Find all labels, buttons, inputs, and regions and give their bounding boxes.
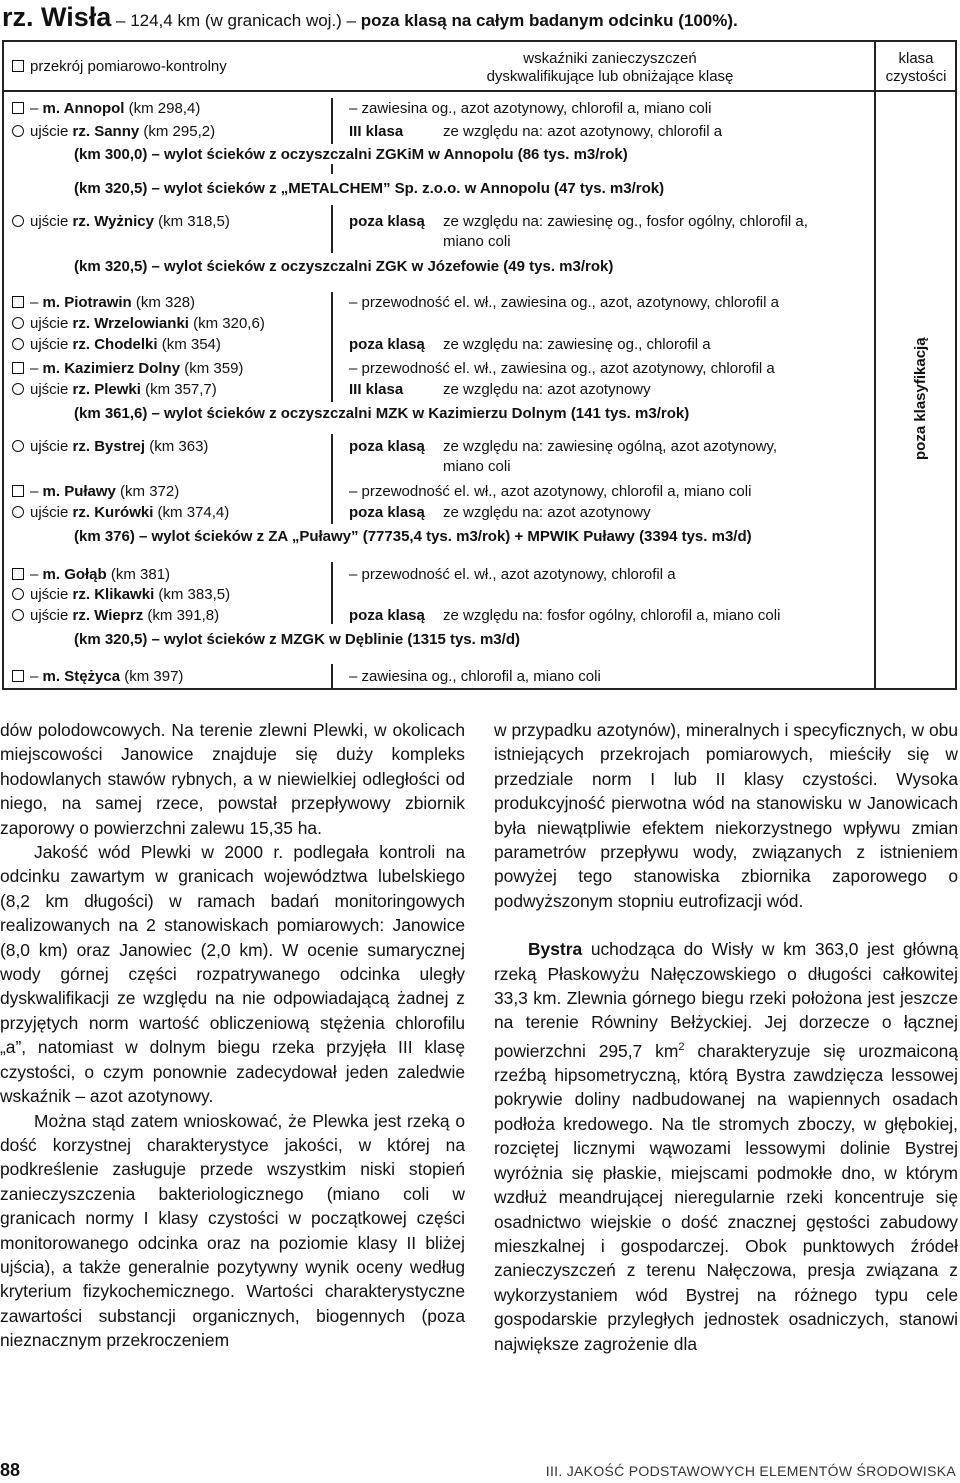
row-class: III klasa: [349, 123, 404, 140]
row-class: III klasa: [349, 381, 404, 398]
table-row: [12, 504, 229, 521]
header-divider: [2, 90, 957, 92]
table-row: [74, 258, 613, 275]
row-pre: ujście: [30, 213, 73, 230]
river-name: rz. Wisła: [2, 2, 112, 32]
row-separator: [331, 164, 333, 174]
row-class: poza klasą: [349, 607, 425, 624]
row-indicators: – zawiesina og., azot azotynowy, chlorofil a, miano coli: [349, 100, 712, 117]
row-post: (km 363): [145, 438, 209, 455]
table-row: [12, 668, 183, 685]
row-bold: rz. Wrzelowianki: [72, 315, 189, 332]
row-pre: ujście: [30, 381, 73, 398]
row-indicators: miano coli: [443, 233, 511, 250]
row-post: (km 381): [106, 566, 171, 583]
row-pre: ujście: [30, 586, 73, 603]
row-post: (km 391,8): [143, 607, 220, 624]
row-pre: –: [30, 668, 43, 685]
paragraph: Jakość wód Plewki w 2000 r. podlegała kontroli na odcinku zawartym w granicach województwa lubelskiego (8,2 km długości) w ramach badań monitoringowych realizowanych na 2 stanowiskach pomiarowych: Janowice (8,0 km) oraz Janowiec (2,0 km). W ocenie sumarycznej wody górnej części rozpatrywanego odcinka uległy dyskwalifikacji ze względu na nie odpowiadającą żadnej z przyjętych norm wartość obliczeniową stężenia chlorofilu „a”, natomiast w dolnym biegu rzeka przyjęła III klasę czystości, o czym ponownie zadecydował jeden zaledwie wskaźnik – azot azotynowy.: [0, 842, 465, 1107]
title-rest: – 124,4 km (w granicach woj.) –: [111, 11, 361, 30]
row-separator: [331, 98, 333, 144]
table-row: [12, 213, 230, 230]
header-profile: przekrój pomiarowo-kontrolny: [12, 58, 227, 75]
row-bold: (km 361,6) – wylot ścieków z oczyszczalni MZK w Kazimierzu Dolnym (141 tys. m3/rok): [74, 405, 690, 422]
row-bold: m. Stężyca: [42, 668, 121, 685]
row-pre: ujście: [30, 336, 73, 353]
row-class: poza klasą: [349, 336, 425, 353]
title-class-info: poza klasą na całym badanym odcinku (100%).: [360, 11, 738, 30]
table-row: [12, 336, 221, 353]
table-row: [74, 180, 664, 197]
row-separator: [331, 205, 333, 253]
text-column-right: [494, 718, 958, 1356]
row-bold: m. Piotrawin: [42, 294, 132, 311]
row-separator: [331, 292, 333, 402]
row-class: poza klasą: [349, 213, 425, 230]
header-class: klasa czystości: [885, 50, 947, 85]
header-indicators: wskaźniki zanieczyszczeń dyskwalifikujące lub obniżające klasę: [486, 50, 734, 85]
row-bold: rz. Klikawki: [72, 586, 155, 603]
row-bold: rz. Kurówki: [72, 504, 154, 521]
circle-bullet-icon: [12, 338, 24, 350]
square-bullet-icon: [12, 296, 24, 308]
table-row: [12, 586, 230, 603]
row-bold: rz. Bystrej: [72, 438, 146, 455]
table-row: [12, 123, 215, 140]
square-bullet-icon: [12, 485, 24, 497]
row-indicators: ze względu na: fosfor ogólny, chlorofil a, miano coli: [443, 607, 781, 624]
row-bold: rz. Wyżnicy: [72, 213, 154, 230]
row-bold: (km 300,0) – wylot ścieków z oczyszczalni ZGKiM w Annopolu (86 tys. m3/rok): [74, 146, 628, 163]
section-footer: III. JAKOŚĆ PODSTAWOWYCH ELEMENTÓW ŚRODOWISKA: [545, 1463, 956, 1479]
row-pre: ujście: [30, 315, 73, 332]
row-indicators: miano coli: [443, 458, 511, 475]
row-separator: [331, 664, 333, 690]
row-indicators: ze względu na: azot azotynowy: [443, 381, 651, 398]
row-pre: ujście: [30, 607, 73, 624]
class-column-divider: [874, 40, 876, 690]
square-bullet-icon: [12, 568, 24, 580]
row-separator: [331, 434, 333, 524]
paragraph: Można stąd zatem wnioskować, że Plewka jest rzeką o dość korzystnej charakterystyce jakości, w której na podkreślenie zasługuje przede wszystkim niski stopień zanieczyszczenia bakteriologicznego (miano coli w granicach normy I klasy czystości w początkowej części monitorowanego odcinka oraz na poziomie klasy II bliżej ujścia), a także generalnie pozytywny wynik oceny według kryterium fizykochemicznego. Wartości charakterystyczne zawartości substancji organicznych, biogennych (poza nieznacznym przekroczeniem: [0, 1110, 465, 1351]
table-row: [74, 405, 689, 422]
table-row: [12, 100, 200, 117]
circle-bullet-icon: [12, 609, 24, 621]
row-post: (km 357,7): [140, 381, 217, 398]
row-separator: [331, 562, 333, 624]
row-post: (km 298,4): [124, 100, 201, 117]
row-post: (km 383,5): [154, 586, 231, 603]
row-class: poza klasą: [349, 438, 425, 455]
table-row: [74, 528, 752, 545]
circle-bullet-icon: [12, 506, 24, 518]
row-bold: rz. Sanny: [72, 123, 140, 140]
row-class: poza klasą: [349, 504, 425, 521]
row-indicators: – przewodność el. wł., zawiesina og., azot azotynowy, chlorofil a: [349, 360, 775, 377]
table-row: [12, 360, 243, 377]
table-row: [74, 146, 628, 163]
table-row: [12, 483, 179, 500]
row-pre: –: [30, 483, 43, 500]
row-pre: ujście: [30, 438, 73, 455]
row-bold: (km 320,5) – wylot ścieków z MZGK w Dęblinie (1315 tys. m3/d): [74, 631, 520, 648]
circle-bullet-icon: [12, 588, 24, 600]
row-indicators: ze względu na: zawiesinę ogólną, azot azotynowy,: [443, 438, 778, 455]
row-pre: ujście: [30, 504, 73, 521]
row-post: (km 354): [157, 336, 221, 353]
row-bold: m. Puławy: [42, 483, 116, 500]
vertical-class-label: poza klasyfikacją: [912, 337, 929, 460]
row-bold: (km 376) – wylot ścieków z ZA „Puławy” (77735,4 tys. m3/rok) + MPWIK Puławy (3394 tys. m3/d): [74, 528, 752, 545]
square-bullet-icon: [12, 670, 24, 682]
row-post: (km 359): [180, 360, 244, 377]
row-bold: (km 320,5) – wylot ścieków z oczyszczalni ZGK w Józefowie (49 tys. m3/rok): [74, 258, 614, 275]
circle-bullet-icon: [12, 317, 24, 329]
paragraph: dów polodowcowych. Na terenie zlewni Plewki, w okolicach miejscowości Janowice znajduje się duży kompleks hodowlanych stawów rybnych, a w niewielkiej odległości od niego, na samej rzece, powstał przepływowy zbiornik zaporowy o powierzchni zalewu 15,35 ha.: [0, 720, 465, 838]
row-indicators: – przewodność el. wł., zawiesina og., azot, azotynowy, chlorofil a: [349, 294, 779, 311]
table-row: [12, 315, 265, 332]
row-indicators: – przewodność el. wł., azot azotynowy, chlorofil a: [349, 566, 676, 583]
checkbox-square-icon: [12, 60, 24, 72]
circle-bullet-icon: [12, 440, 24, 452]
row-post: (km 374,4): [153, 504, 230, 521]
square-bullet-icon: [12, 362, 24, 374]
table-row: [12, 294, 195, 311]
row-post: (km 372): [115, 483, 180, 500]
row-bold: m. Kazimierz Dolny: [42, 360, 181, 377]
row-bold: rz. Chodelki: [72, 336, 158, 353]
table-row: [12, 566, 170, 583]
row-post: (km 295,2): [139, 123, 216, 140]
row-indicators: ze względu na: zawiesinę og., chlorofil a: [443, 336, 711, 353]
square-bullet-icon: [12, 102, 24, 114]
page-title: [2, 2, 738, 33]
row-pre: ujście: [30, 123, 73, 140]
row-post: (km 320,6): [188, 315, 265, 332]
table-row: [12, 607, 219, 624]
paragraph-bystra: Bystra uchodząca do Wisły w km 363,0 jest główną rzeką Płaskowyżu Nałęczowskiego o długości całkowitej 33,3 km. Zlewnia górnego biegu rzeki położona jest jeszcze na terenie Równiny Bełżyckiej. Jej dorzecze o łącznej powierzchni 295,7 $km^2$ charakteryzuje się urozmaiconą rzeźbą hipsometryczną, którą Bystra zawdzięcza lessowej pokrywie doliny nadbudowanej na wapiennych osadach podłoża kredowego. Na tle stromych zboczy, w głębokiej, rozciętej licznymi wąwozami lessowymi dolinie Bystrej wyróżnia się płaskie, miejscami podmokłe dno, w którym wzdłuż meandrującej nieregularnie rzeki koncentruje się osadnictwo wiejskie o dość znacznej gęstości zabudowy mieszkalnej i gospodarczej. Obok punktowych źródeł zanieczyszczeń z terenu Nałęczowa, presja związana z wykorzystaniem wód Bystrej na różnego typu cele gospodarskie przyległych jednostek osadniczych, stanowi największe zagrożenie dla: [494, 939, 958, 1354]
row-pre: –: [30, 294, 43, 311]
row-pre: –: [30, 566, 43, 583]
table-row: [12, 438, 208, 455]
row-post: (km 318,5): [153, 213, 230, 230]
row-indicators: ze względu na: zawiesinę og., fosfor ogólny, chlorofil a,: [443, 213, 808, 230]
row-post: (km 328): [131, 294, 196, 311]
row-indicators: ze względu na: azot azotynowy, chlorofil a: [443, 123, 723, 140]
text-column-left: [0, 718, 465, 1353]
row-pre: –: [30, 100, 43, 117]
page-number: 88: [0, 1460, 21, 1480]
row-post: (km 397): [120, 668, 184, 685]
circle-bullet-icon: [12, 215, 24, 227]
row-pre: –: [30, 360, 43, 377]
circle-bullet-icon: [12, 383, 24, 395]
row-bold: m. Gołąb: [42, 566, 107, 583]
row-indicators: – przewodność el. wł., azot azotynowy, chlorofil a, miano coli: [349, 483, 752, 500]
row-bold: (km 320,5) – wylot ścieków z „METALCHEM” Sp. z.o.o. w Annopolu (47 tys. m3/rok): [74, 180, 665, 197]
table-row: [12, 381, 217, 398]
row-indicators: ze względu na: azot azotynowy: [443, 504, 651, 521]
row-indicators: – zawiesina og., chlorofil a, miano coli: [349, 668, 601, 685]
row-bold: rz. Plewki: [72, 381, 141, 398]
row-bold: rz. Wieprz: [72, 607, 144, 624]
paragraph: w przypadku azotynów), mineralnych i specyficznych, w obu istniejących przekrojach pomiarowych, mieściły się w przedziale norm I lub II klasy czystości. Wysoka produkcyjność pierwotna wód na stanowisku w Janowicach była niewątpliwie efektem niekorzystnego wpływu zmian parametrów przepływu wody, związanych z istnieniem powyżej tego stanowiska zbiornika zaporowego o podwyższonym stopniu eutrofizacji wód.: [494, 720, 958, 911]
table-row: [74, 631, 520, 648]
row-bold: m. Annopol: [42, 100, 125, 117]
circle-bullet-icon: [12, 125, 24, 137]
